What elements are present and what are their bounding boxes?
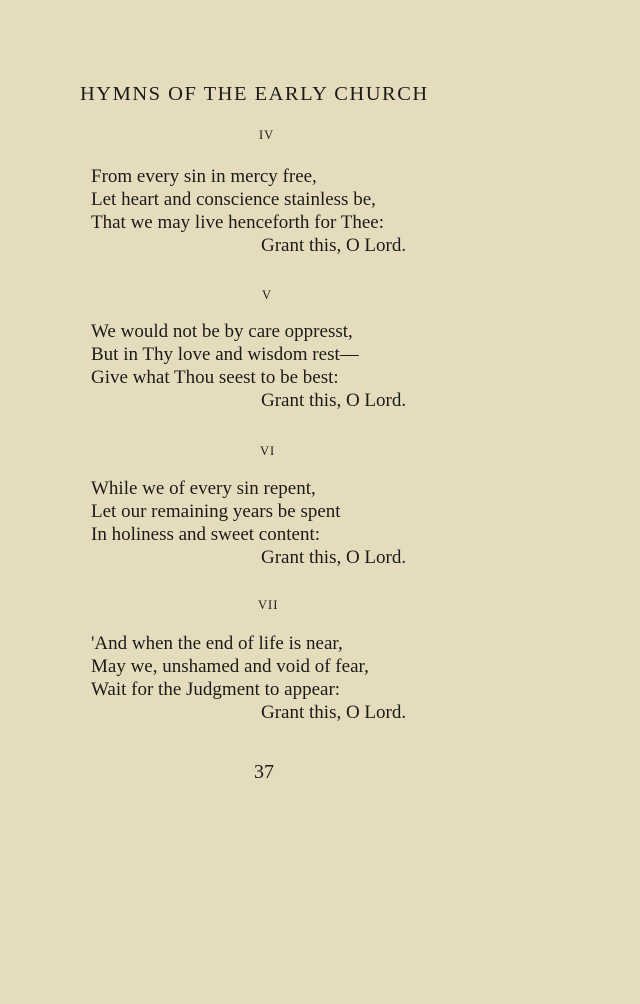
stanza [91,320,451,412]
stanza [91,165,451,257]
stanza [91,632,451,724]
verse-line: May we, unshamed and void of fear, [91,656,369,677]
verse-line: 'And when the end of life is near, [91,633,343,654]
refrain-line: Grant this, O Lord. [261,235,407,256]
stanza-numeral: IV [259,128,275,142]
stanza-numeral: VII [258,598,279,612]
verse-line: But in Thy love and wisdom rest— [91,344,359,365]
stanza-numeral: V [262,288,273,302]
page-number: 37 [254,761,274,783]
verse-line: While we of every sin repent, [91,478,316,499]
refrain-line: Grant this, O Lord. [261,547,407,568]
running-head: HYMNS OF THE EARLY CHURCH [80,83,429,105]
verse-line: In holiness and sweet content: [91,524,321,545]
verse-line: Wait for the Judgment to appear: [91,679,341,700]
verse-line: From every sin in mercy free, [91,166,317,187]
refrain-line: Grant this, O Lord. [261,702,407,723]
verse-line: Give what Thou seest to be best: [91,367,339,388]
verse-line: Let heart and conscience stainless be, [91,189,376,210]
verse-line: We would not be by care oppresst, [91,321,353,342]
stanza-numeral: VI [260,444,276,458]
verse-line: That we may live henceforth for Thee: [91,212,384,233]
verse-line: Let our remaining years be spent [91,501,341,522]
refrain-line: Grant this, O Lord. [261,390,407,411]
stanza [91,477,451,569]
